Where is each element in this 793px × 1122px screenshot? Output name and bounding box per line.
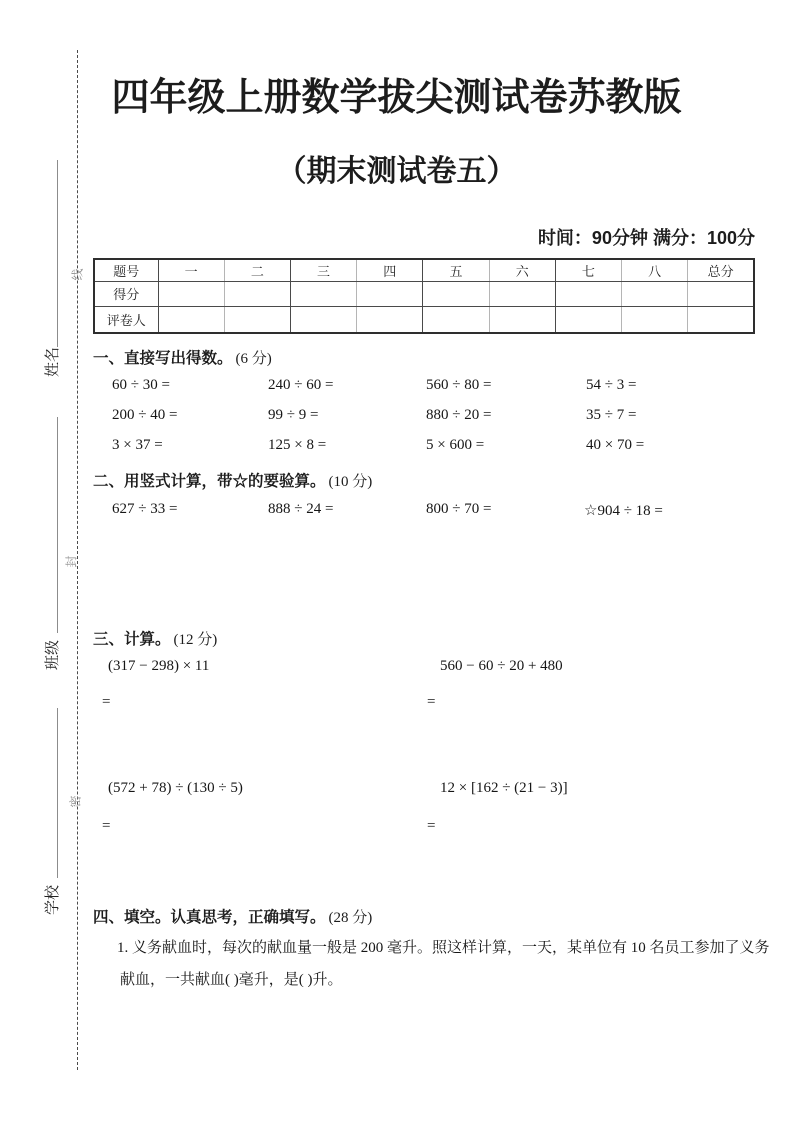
seal-char-feng: 封 (64, 555, 79, 568)
math-problem: 125 × 8 = (268, 437, 327, 453)
equals-sign: = (102, 694, 111, 710)
score-table-col-header: 五 (423, 259, 489, 281)
math-problem: 54 ÷ 3 = (586, 377, 637, 393)
section-4-title: 四、填空。认真思考，正确填写。 (93, 909, 326, 926)
section-2-score: (10 分) (328, 474, 373, 490)
section-2-title: 二、用竖式计算，带☆的要验算。 (93, 473, 326, 490)
math-problem: 627 ÷ 33 = (112, 501, 178, 517)
score-cell (290, 306, 356, 333)
score-cell (688, 281, 754, 306)
score-table (93, 258, 755, 334)
math-problem: 560 ÷ 80 = (426, 377, 492, 393)
section-1-title: 一、直接写出得数。 (93, 350, 233, 367)
score-cell (224, 306, 290, 333)
score-cell (423, 281, 489, 306)
score-cell (290, 281, 356, 306)
score-cell (555, 306, 621, 333)
score-table-col-header: 一 (158, 259, 224, 281)
math-problem: 99 ÷ 9 = (268, 407, 319, 423)
math-problem: 240 ÷ 60 = (268, 377, 334, 393)
math-problem: 60 ÷ 30 = (112, 377, 170, 393)
score-cell (357, 306, 423, 333)
score-table-col-header: 七 (555, 259, 621, 281)
score-cell (158, 281, 224, 306)
student-field-label-class: 班级 (44, 640, 61, 671)
section-3-title: 三、计算。 (93, 631, 171, 648)
math-problem: 560 − 60 ÷ 20 + 480 (440, 658, 563, 674)
page-title: 四年级上册数学拔尖测试卷苏教版 (111, 77, 682, 119)
math-problem: (572 + 78) ÷ (130 ÷ 5) (108, 780, 243, 796)
section-1-header (93, 346, 272, 368)
score-cell (622, 281, 688, 306)
score-cell (489, 306, 555, 333)
equals-sign: = (427, 818, 436, 834)
math-problem: 200 ÷ 40 = (112, 407, 178, 423)
section-3-score: (12 分) (173, 632, 218, 648)
score-cell (622, 306, 688, 333)
math-problem: 3 × 37 = (112, 437, 163, 453)
student-field-label-school: 学校 (44, 885, 61, 916)
score-cell (555, 281, 621, 306)
exam-subtitle: （期末测试卷五） (276, 155, 517, 188)
equals-sign: = (102, 818, 111, 834)
score-table-col-header: 六 (489, 259, 555, 281)
score-table-col-header: 三 (290, 259, 356, 281)
score-table-col-header: 总分 (688, 259, 754, 281)
section-2-header (93, 469, 372, 491)
seal-char-xian: 线 (70, 268, 85, 281)
section-3-header (93, 627, 217, 649)
math-problem: 40 × 70 = (586, 437, 645, 453)
score-table-col-header: 二 (224, 259, 290, 281)
score-table-row-label: 评卷人 (94, 306, 158, 333)
fill-blank-item-line2: 献血，一共献血( )毫升，是( )升。 (120, 972, 343, 988)
exam-info: 时间：90分钟 满分：100分 (537, 228, 755, 248)
section-4-score: (28 分) (328, 910, 373, 926)
score-cell (158, 306, 224, 333)
student-field-label-name: 姓名 (44, 347, 61, 378)
math-problem: 880 ÷ 20 = (426, 407, 492, 423)
score-table-col-header: 八 (622, 259, 688, 281)
score-cell (423, 306, 489, 333)
math-problem: 800 ÷ 70 = (426, 501, 492, 517)
math-problem: 888 ÷ 24 = (268, 501, 334, 517)
score-cell (489, 281, 555, 306)
fill-blank-item-line1: 1. 义务献血时，每次的献血量一般是 200 毫升。照这样计算，一天，某单位有 10 名员工参加了义务 (117, 940, 770, 956)
score-table-corner: 题号 (94, 259, 158, 281)
math-problem: 35 ÷ 7 = (586, 407, 637, 423)
section-4-header (93, 905, 372, 927)
math-problem: 12 × [162 ÷ (21 − 3)] (440, 780, 568, 796)
score-table-col-header: 四 (357, 259, 423, 281)
math-problem: (317 − 298) × 11 (108, 658, 210, 674)
score-cell (357, 281, 423, 306)
math-problem: 5 × 600 = (426, 437, 485, 453)
equals-sign: = (427, 694, 436, 710)
score-cell (224, 281, 290, 306)
section-1-score: (6 分) (235, 351, 272, 367)
score-table-row-label: 得分 (94, 281, 158, 306)
seal-char-mi: 密 (68, 795, 83, 808)
class-blank-line (57, 417, 58, 633)
score-cell (688, 306, 754, 333)
math-problem: ☆904 ÷ 18 = (584, 503, 663, 519)
school-blank-line (57, 708, 58, 878)
